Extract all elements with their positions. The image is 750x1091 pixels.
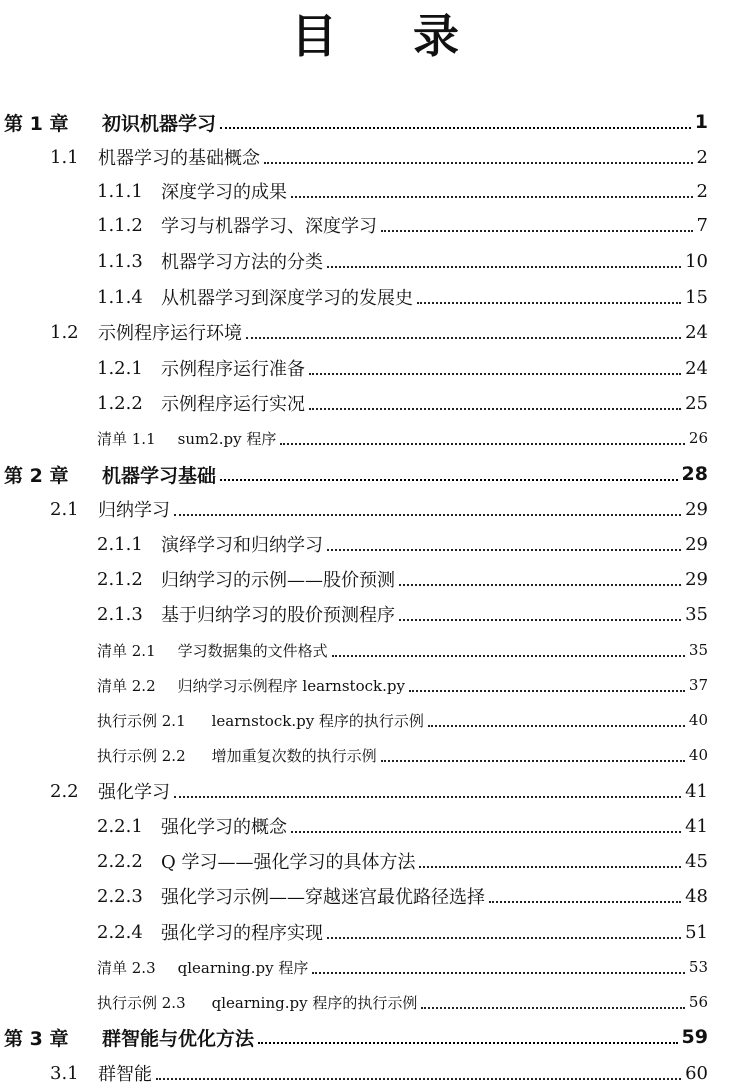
dot-leader	[399, 584, 681, 586]
toc-entry-sub[interactable]	[0, 561, 708, 597]
toc-entry-page-number: 26	[688, 429, 708, 447]
toc-entry-exec[interactable]	[0, 984, 708, 1020]
toc-entry-page-number: 48	[685, 885, 708, 907]
toc-entry-number: 1.1.1	[97, 180, 143, 202]
toc-entry-page-number: 2	[696, 146, 708, 168]
dot-leader	[280, 443, 685, 445]
toc-entry-section[interactable]	[0, 139, 708, 175]
toc-entry-title: 强化学习	[98, 782, 170, 803]
toc-entry-exec[interactable]	[0, 702, 708, 738]
toc-entry-number: 执行示例 2.3	[97, 993, 186, 1012]
dot-leader	[291, 831, 681, 833]
dot-leader	[174, 514, 681, 516]
dot-leader	[220, 127, 691, 129]
toc-entry-page-number: 29	[685, 498, 708, 520]
toc-entry-sub[interactable]	[0, 914, 708, 950]
toc-entry-section[interactable]	[0, 314, 708, 350]
toc-entry-title: Q 学习——强化学习的具体方法	[161, 852, 416, 873]
toc-entry-page-number: 35	[688, 641, 708, 659]
toc-entry-number: 2.2.4	[97, 921, 143, 943]
dot-leader	[327, 549, 681, 551]
toc-entry-page-number: 1	[694, 111, 708, 133]
toc-entry-title: 强化学习的概念	[161, 817, 287, 838]
dot-leader	[309, 373, 681, 375]
toc-entry-title: 学习数据集的文件格式	[177, 641, 328, 660]
toc-entry-page-number: 56	[688, 993, 708, 1011]
dot-leader	[264, 162, 693, 164]
title-char-1: 目	[291, 9, 337, 63]
toc-entry-number: 2.2.2	[97, 850, 143, 872]
page-title	[0, 6, 750, 63]
toc-entry-number: 2.1.1	[97, 533, 143, 555]
toc-entry-number: 2.2.3	[97, 885, 143, 907]
toc-entry-title: 增加重复次数的执行示例	[211, 746, 377, 765]
dot-leader	[174, 796, 681, 798]
toc-entry-listing[interactable]	[0, 667, 708, 703]
toc-entry-title: 归纳学习示例程序 learnstock.py	[177, 676, 405, 695]
toc-entry-title: 基于归纳学习的股价预测程序	[161, 605, 395, 626]
toc-entry-page-number: 40	[688, 746, 708, 764]
toc-entry-page-number: 35	[685, 603, 708, 625]
toc-entry-number: 第 3 章	[4, 1027, 69, 1050]
toc-entry-sub[interactable]	[0, 173, 708, 209]
toc-entry-page-number: 45	[685, 850, 708, 872]
toc-entry-title: qlearning.py 程序的执行示例	[211, 993, 418, 1012]
toc-entry-title: 强化学习示例——穿越迷宫最优路径选择	[161, 887, 485, 908]
toc-entry-sub[interactable]	[0, 207, 708, 243]
toc-entry-number: 2.1.2	[97, 568, 143, 590]
dot-leader	[258, 1042, 678, 1044]
toc-entry-title: 示例程序运行环境	[98, 323, 242, 344]
toc-entry-chapter[interactable]	[0, 456, 708, 492]
toc-entry-number: 清单 2.3	[97, 958, 156, 977]
toc-entry-page-number: 7	[696, 214, 708, 236]
toc-entry-sub[interactable]	[0, 385, 708, 421]
toc-entry-title: 机器学习方法的分类	[161, 252, 323, 273]
toc-entry-section[interactable]	[0, 773, 708, 809]
dot-leader	[309, 408, 681, 410]
toc-entry-number: 清单 2.2	[97, 676, 156, 695]
toc-entry-number: 第 1 章	[4, 112, 69, 135]
toc-entry-page-number: 2	[696, 180, 708, 202]
toc-entry-number: 1.2.2	[97, 392, 143, 414]
toc-entry-sub[interactable]	[0, 350, 708, 386]
toc-entry-chapter[interactable]	[0, 1019, 708, 1055]
dot-leader	[428, 725, 685, 727]
toc-entry-page-number: 24	[685, 321, 708, 343]
toc-entry-page-number: 24	[685, 357, 708, 379]
toc-entry-page-number: 29	[685, 568, 708, 590]
toc-entry-number: 1.1.4	[97, 286, 143, 308]
toc-entry-number: 第 2 章	[4, 464, 69, 487]
toc-entry-title: 机器学习的基础概念	[98, 148, 260, 169]
dot-leader	[381, 230, 693, 232]
toc-entry-title: 深度学习的成果	[161, 182, 287, 203]
toc-entry-number: 1.1.3	[97, 250, 143, 272]
toc-entry-number: 2.2	[50, 780, 79, 802]
toc-entry-sub[interactable]	[0, 596, 708, 632]
dot-leader	[409, 690, 685, 692]
toc-entry-title: 学习与机器学习、深度学习	[161, 216, 377, 237]
toc-entry-title: 演绎学习和归纳学习	[161, 535, 323, 556]
dot-leader	[421, 1007, 685, 1009]
toc-entry-sub[interactable]	[0, 526, 708, 562]
toc-entry-number: 1.1.2	[97, 214, 143, 236]
toc-entry-title: qlearning.py 程序	[177, 958, 309, 977]
dot-leader	[417, 302, 681, 304]
toc-entry-number: 1.2.1	[97, 357, 143, 379]
toc-entry-title: 从机器学习到深度学习的发展史	[161, 288, 413, 309]
dot-leader	[291, 196, 693, 198]
toc-entry-listing[interactable]	[0, 420, 708, 456]
toc-entry-title: learnstock.py 程序的执行示例	[211, 711, 424, 730]
dot-leader	[220, 479, 678, 481]
toc-entry-sub[interactable]	[0, 843, 708, 879]
toc-entry-number: 清单 1.1	[97, 429, 156, 448]
dot-leader	[327, 937, 681, 939]
toc-entry-title: 初识机器学习	[102, 112, 217, 135]
dot-leader	[381, 760, 685, 762]
dot-leader	[419, 866, 681, 868]
toc-entry-number: 执行示例 2.2	[97, 746, 186, 765]
dot-leader	[246, 337, 681, 339]
toc-entry-page-number: 59	[681, 1026, 708, 1048]
toc-entry-number: 清单 2.1	[97, 641, 156, 660]
toc-entry-page-number: 10	[685, 250, 708, 272]
dot-leader	[399, 619, 681, 621]
toc-entry-page-number: 41	[685, 815, 708, 837]
toc-entry-page-number: 37	[688, 676, 708, 694]
toc-entry-title: 归纳学习的示例——股价预测	[161, 570, 395, 591]
toc-entry-number: 3.1	[50, 1062, 79, 1084]
toc-entry-page-number: 28	[681, 463, 708, 485]
dot-leader	[332, 655, 685, 657]
toc-entry-page-number: 41	[685, 780, 708, 802]
toc-entry-section[interactable]	[0, 491, 708, 527]
dot-leader	[327, 266, 681, 268]
toc-entry-exec[interactable]	[0, 737, 708, 773]
toc-entry-sub[interactable]	[0, 243, 708, 279]
toc-entry-title: 机器学习基础	[102, 464, 217, 487]
dot-leader	[489, 901, 681, 903]
title-char-2: 录	[413, 9, 459, 63]
toc-entry-page-number: 15	[685, 286, 708, 308]
toc-entry-title: 归纳学习	[98, 500, 170, 521]
toc-entry-title: 强化学习的程序实现	[161, 923, 323, 944]
toc-entry-sub[interactable]	[0, 878, 708, 914]
toc-entry-section[interactable]	[0, 1055, 708, 1091]
toc-entry-sub[interactable]	[0, 808, 708, 844]
toc-entry-title: 群智能与优化方法	[102, 1027, 255, 1050]
toc-entry-title: sum2.py 程序	[177, 429, 277, 448]
dot-leader	[156, 1078, 681, 1080]
toc-entry-listing[interactable]	[0, 632, 708, 668]
dot-leader	[312, 972, 685, 974]
toc-entry-number: 1.1	[50, 146, 79, 168]
toc-entry-number: 2.1.3	[97, 603, 143, 625]
toc-entry-page-number: 60	[685, 1062, 708, 1084]
toc-entry-page-number: 51	[685, 921, 708, 943]
toc-entry-number: 1.2	[50, 321, 79, 343]
toc-entry-title: 群智能	[98, 1064, 152, 1085]
toc-entry-chapter[interactable]	[0, 104, 708, 140]
toc-entry-listing[interactable]	[0, 949, 708, 985]
toc-entry-title: 示例程序运行准备	[161, 359, 305, 380]
toc-entry-sub[interactable]	[0, 279, 708, 315]
toc-entry-number: 执行示例 2.1	[97, 711, 186, 730]
toc-entry-number: 2.2.1	[97, 815, 143, 837]
toc-entry-page-number: 25	[685, 392, 708, 414]
toc-entry-page-number: 29	[685, 533, 708, 555]
toc-entry-number: 2.1	[50, 498, 79, 520]
toc-entry-title: 示例程序运行实况	[161, 394, 305, 415]
toc-entry-page-number: 40	[688, 711, 708, 729]
toc-entry-page-number: 53	[688, 958, 708, 976]
